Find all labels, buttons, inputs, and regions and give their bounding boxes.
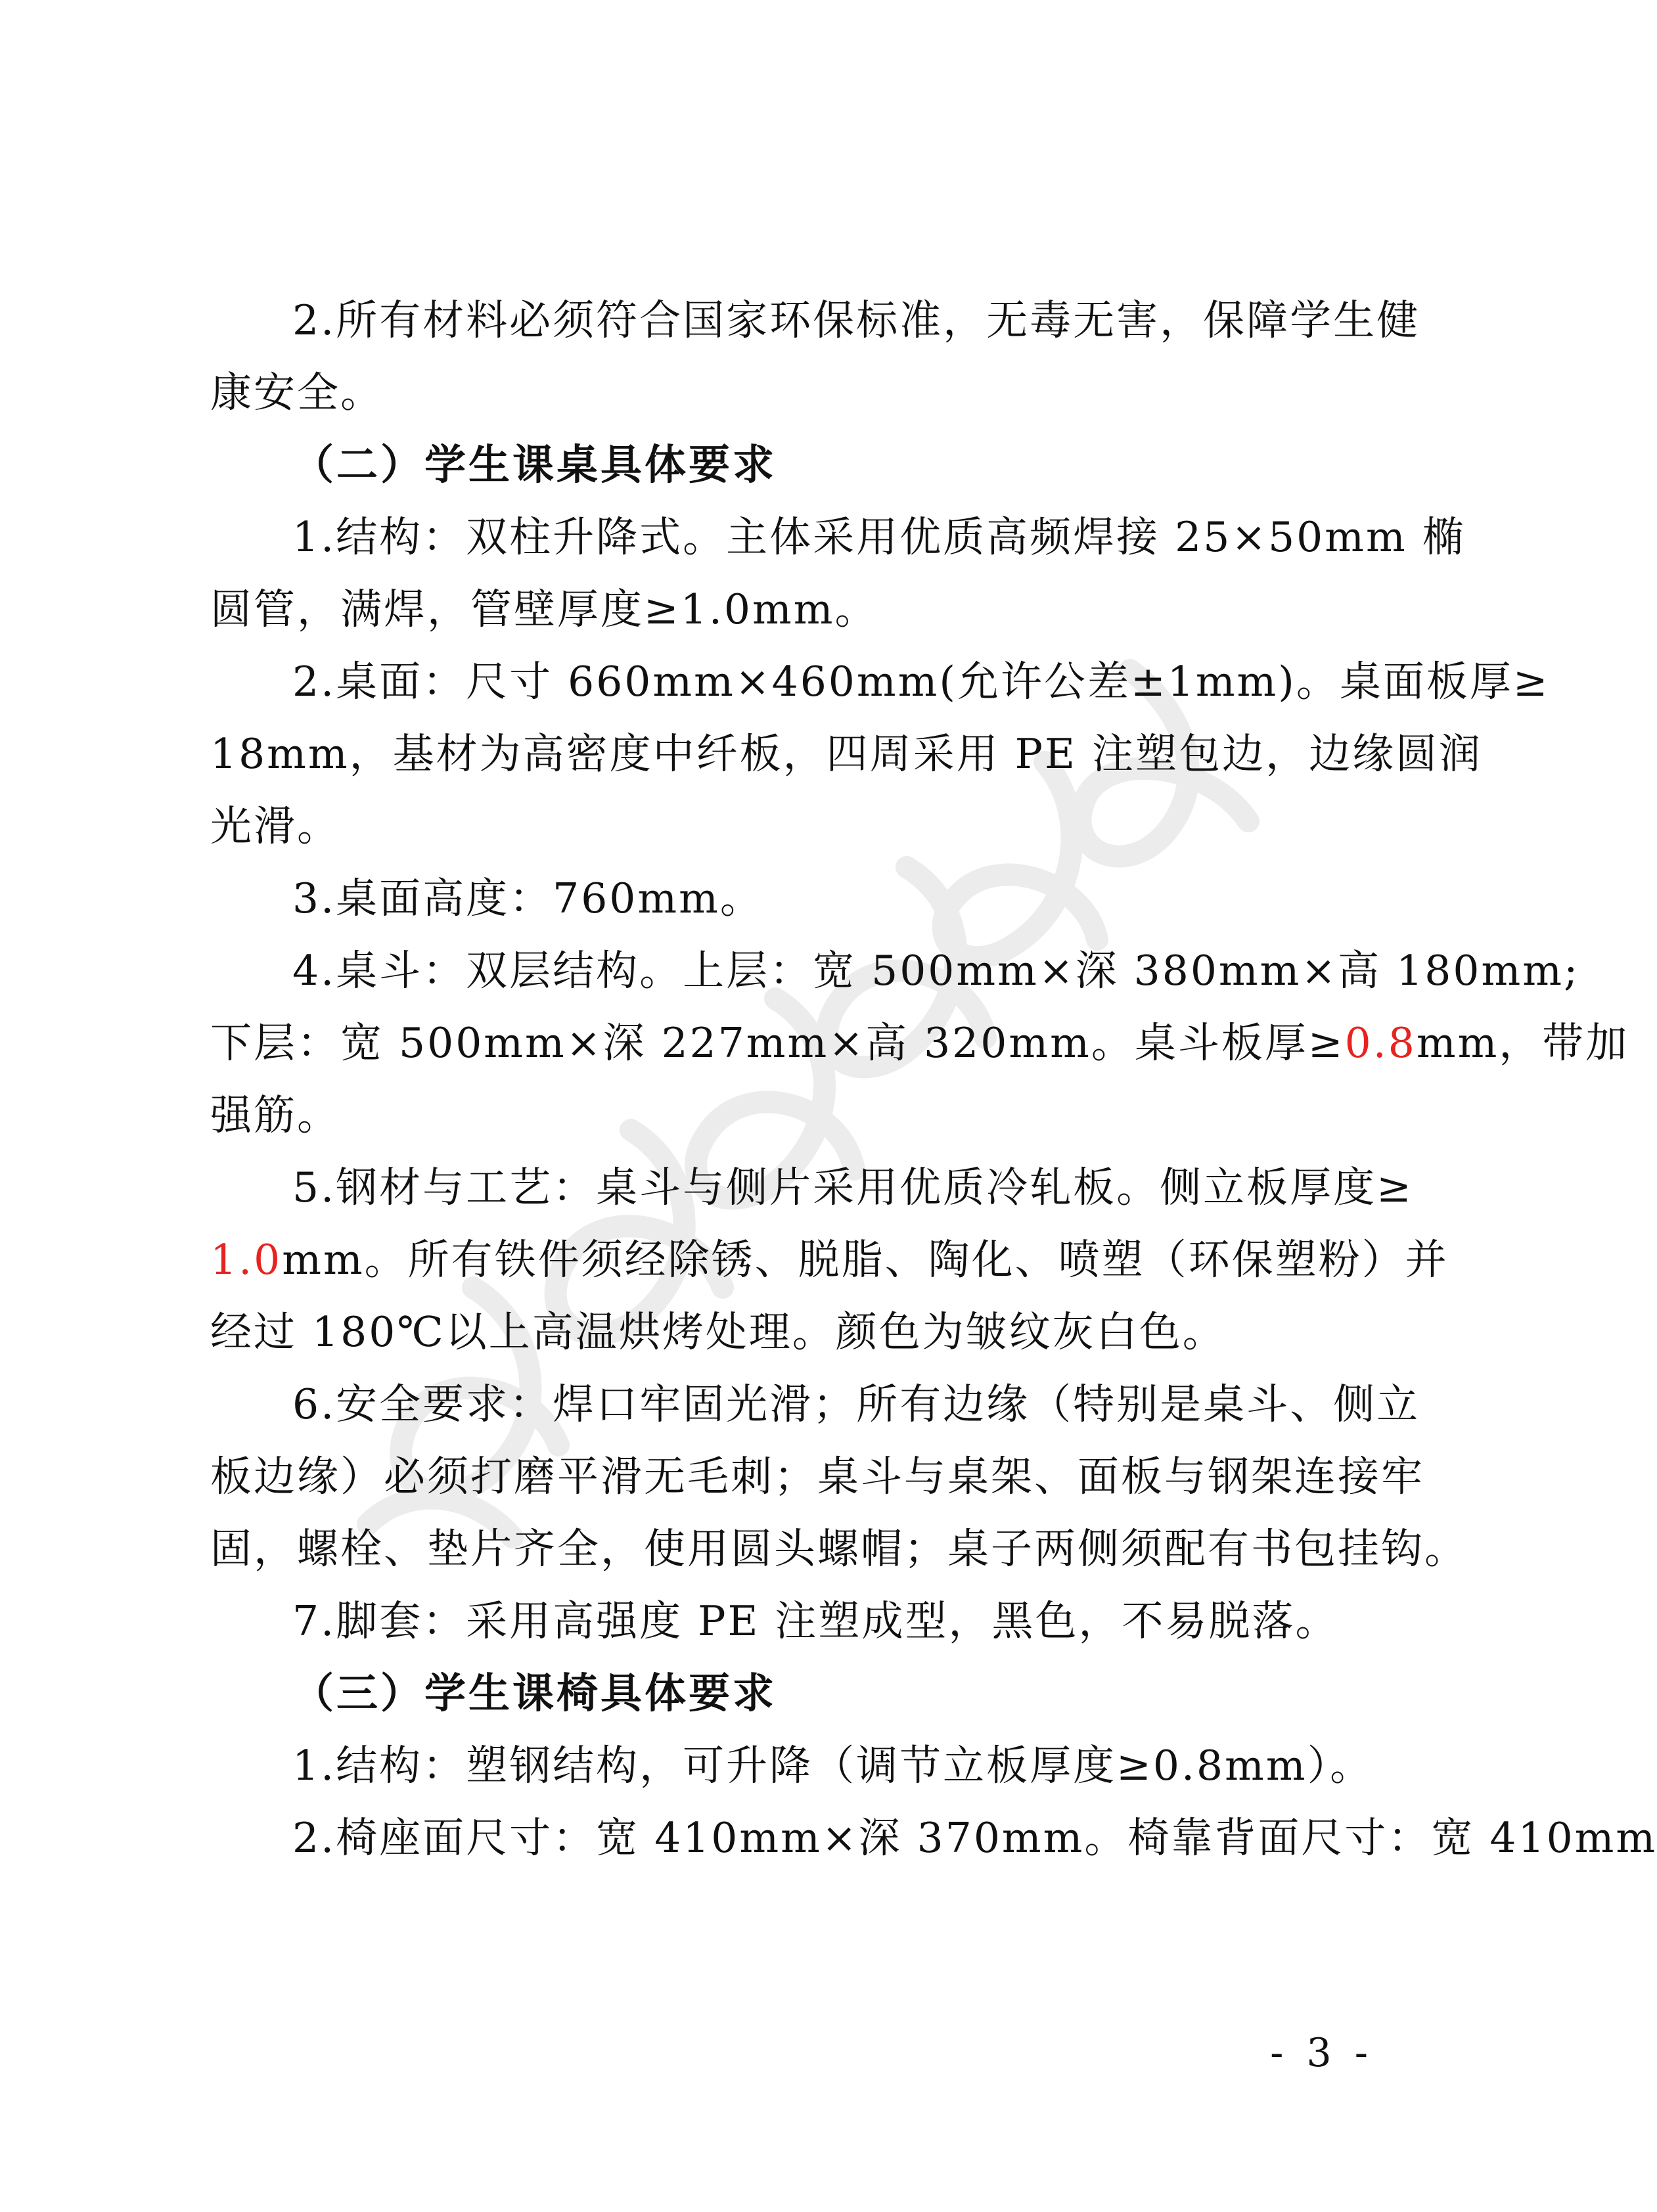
text-line-14: 1.0mm。所有铁件须经除锈、脱脂、陶化、喷塑（环保塑粉）并 (210, 1236, 1449, 1284)
text-line-6: 2.桌面：尺寸 660mm×460mm(允许公差±1mm)。桌面板厚≥ (292, 658, 1550, 706)
text-line-15: 经过 180℃以上高温烘烤处理。颜色为皱纹灰白色。 (210, 1308, 1226, 1356)
text-line-18: 固，螺栓、垫片齐全，使用圆头螺帽；桌子两侧须配有书包挂钩。 (210, 1525, 1468, 1573)
text-line-21: 1.结构：塑钢结构，可升降（调节立板厚度≥0.8mm）。 (292, 1742, 1374, 1790)
text-line-17: 板边缘）必须打磨平滑无毛刺；桌斗与桌架、面板与钢架连接牢 (210, 1453, 1424, 1501)
text-line-10: 4.桌斗：双层结构。上层：宽 500mm×深 380mm×高 180mm; (292, 947, 1580, 995)
text-line-5: 圆管，满焊，管壁厚度≥1.0mm。 (210, 585, 878, 633)
text-line-16: 6.安全要求：焊口牢固光滑；所有边缘（特别是桌斗、侧立 (292, 1380, 1420, 1428)
page-number: - 3 - (1270, 2030, 1373, 2076)
text-line-11: 下层：宽 500mm×深 227mm×高 320mm。桌斗板厚≥0.8mm，带加 (210, 1019, 1629, 1067)
text-line-22: 2.椅座面尺寸：宽 410mm×深 370mm。椅靠背面尺寸：宽 410mm (292, 1814, 1657, 1862)
section-heading-desks: （二）学生课桌具体要求 (292, 441, 777, 489)
text-line-1: 2.所有材料必须符合国家环保标准，无毒无害，保障学生健 (292, 296, 1420, 344)
text-line-4: 1.结构：双柱升降式。主体采用优质高频焊接 25×50mm 椭 (292, 513, 1466, 561)
text-line-19: 7.脚套：采用高强度 PE 注塑成型，黑色，不易脱落。 (292, 1597, 1339, 1645)
text-line-7: 18mm，基材为高密度中纤板，四周采用 PE 注塑包边，边缘圆润 (210, 730, 1483, 778)
section-heading-chairs: （三）学生课椅具体要求 (292, 1669, 777, 1717)
text-line-9: 3.桌面高度：760mm。 (292, 874, 763, 922)
text-line-13: 5.钢材与工艺：桌斗与侧片采用优质冷轧板。侧立板厚度≥ (292, 1163, 1413, 1211)
text-line-2: 康安全。 (210, 369, 384, 417)
text-line-12: 强筋。 (210, 1091, 340, 1139)
text-line-8: 光滑。 (210, 802, 340, 850)
highlighted-value: 1.0 (210, 1236, 283, 1284)
highlighted-value: 0.8 (1344, 1019, 1417, 1067)
